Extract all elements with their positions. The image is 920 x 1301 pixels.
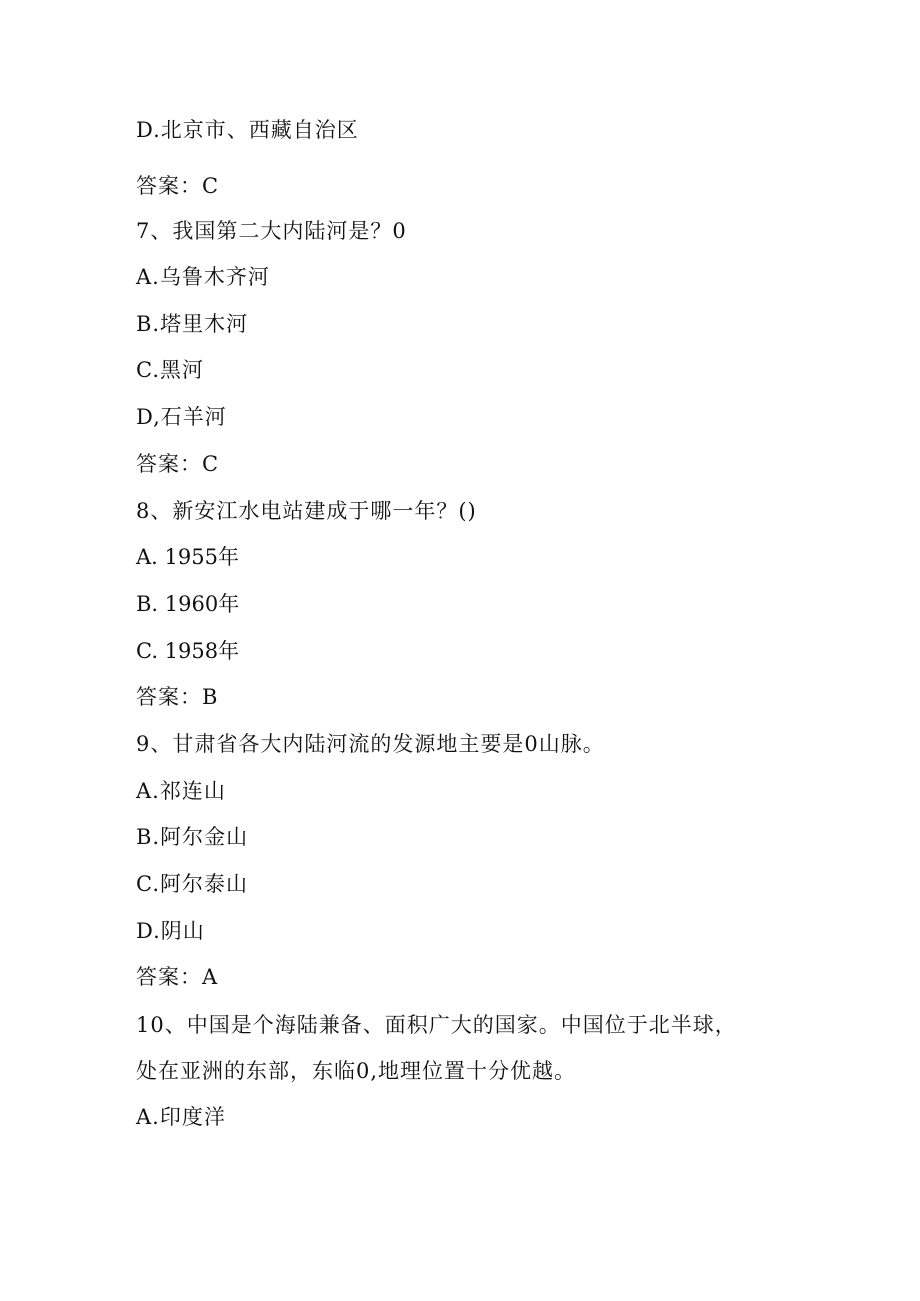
q8-answer: 答案：B: [136, 685, 219, 709]
q8-question: 8、新安江水电站建成于哪一年？(): [136, 499, 477, 523]
q7-option-a: A.乌鲁木齐河: [136, 265, 270, 289]
q8-option-a: A. 1955年: [136, 545, 239, 569]
q9-option-d: D.阴山: [136, 919, 205, 943]
q9-question: 9、甘肃省各大内陆河流的发源地主要是0山脉。: [136, 732, 605, 756]
q8-option-c: C. 1958年: [136, 639, 240, 663]
q6-option-d: D.北京市、西藏自治区: [136, 118, 359, 142]
q9-option-a: A.祁连山: [136, 779, 226, 803]
q6-answer: 答案：C: [136, 174, 220, 198]
q7-question: 7、我国第二大内陆河是？0: [136, 219, 407, 243]
q7-option-b: B.塔里木河: [136, 312, 249, 336]
q10-option-a: A.印度洋: [136, 1105, 226, 1129]
q9-option-c: C.阿尔泰山: [136, 872, 248, 896]
q7-option-c: C.黑河: [136, 358, 204, 382]
q7-option-d: D,石羊河: [136, 405, 227, 429]
q7-answer: 答案：C: [136, 452, 220, 476]
q9-answer: 答案：A: [136, 965, 219, 989]
q9-option-b: B.阿尔金山: [136, 825, 249, 849]
q10-question-line-2: 处在亚洲的东部，东临0,地理位置十分优越。: [136, 1059, 577, 1083]
q10-question-line-1: 10、中国是个海陆兼备、面积广大的国家。中国位于北半球，: [136, 1013, 737, 1037]
q8-option-b: B. 1960年: [136, 592, 240, 616]
